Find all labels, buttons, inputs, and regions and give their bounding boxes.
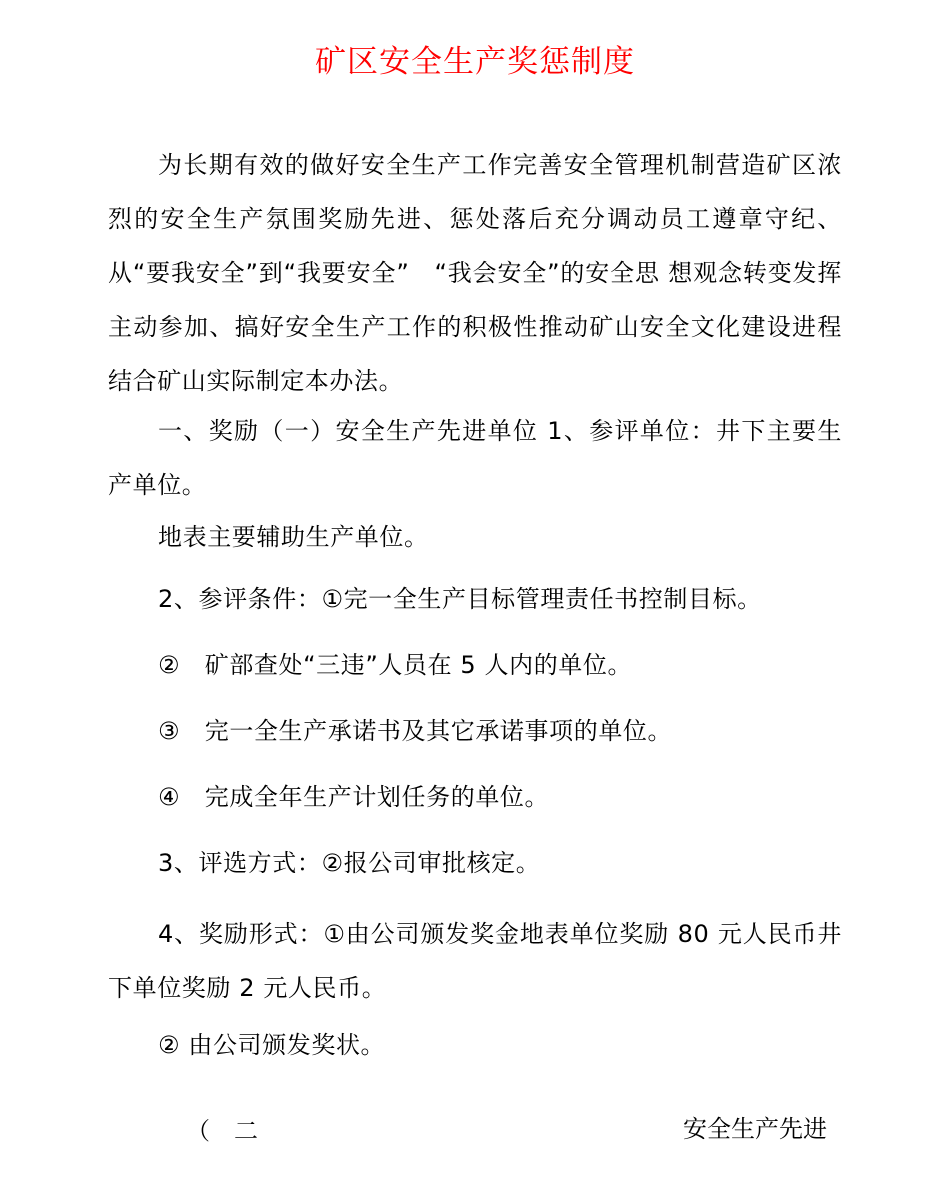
reward-form-paragraph: 4、奖励形式：①由公司颁发奖金地表单位奖励 80 元人民币井下单位奖励 2 元人民币。: [108, 920, 842, 1002]
reward-item-2: ② 由公司颁发奖状。: [158, 1031, 386, 1059]
intro-paragraph: 为长期有效的做好安全生产工作完善安全管理机制营造矿区浓烈的安全生产氛围奖励先进、惩处落后充分调动员工遵章守纪、从“要我安全”到“我要安全” “我会安全”的安全思 想观念转变发挥主动参加、搞好安全生产工作的积极性推动矿山安全文化建设进程结合矿山实际制定本办法。: [108, 151, 842, 395]
criteria-item-4: ④ 完成全年生产计划任务的单位。: [158, 783, 550, 811]
criteria-item-2: ② 矿部查处“三违”人员在 5 人内的单位。: [158, 651, 633, 679]
footer-fragment-right: 安全生产先进: [683, 1115, 827, 1143]
selection-method-line: 3、评选方式：②报公司审批核定。: [158, 849, 541, 877]
criteria-heading-line: 2、参评条件：①完一全生产目标管理责任书控制目标。: [158, 585, 762, 613]
footer-fragment-left: （ 二: [186, 1117, 258, 1145]
criteria-item-3: ③ 完一全生产承诺书及其它承诺事项的单位。: [158, 717, 673, 745]
document-title: 矿区安全生产奖惩制度: [315, 44, 635, 80]
surface-units-line: 地表主要辅助生产单位。: [158, 523, 429, 551]
section-reward-paragraph: 一、奖励（一）安全生产先进单位 1、参评单位：井下主要生产单位。: [108, 417, 842, 499]
